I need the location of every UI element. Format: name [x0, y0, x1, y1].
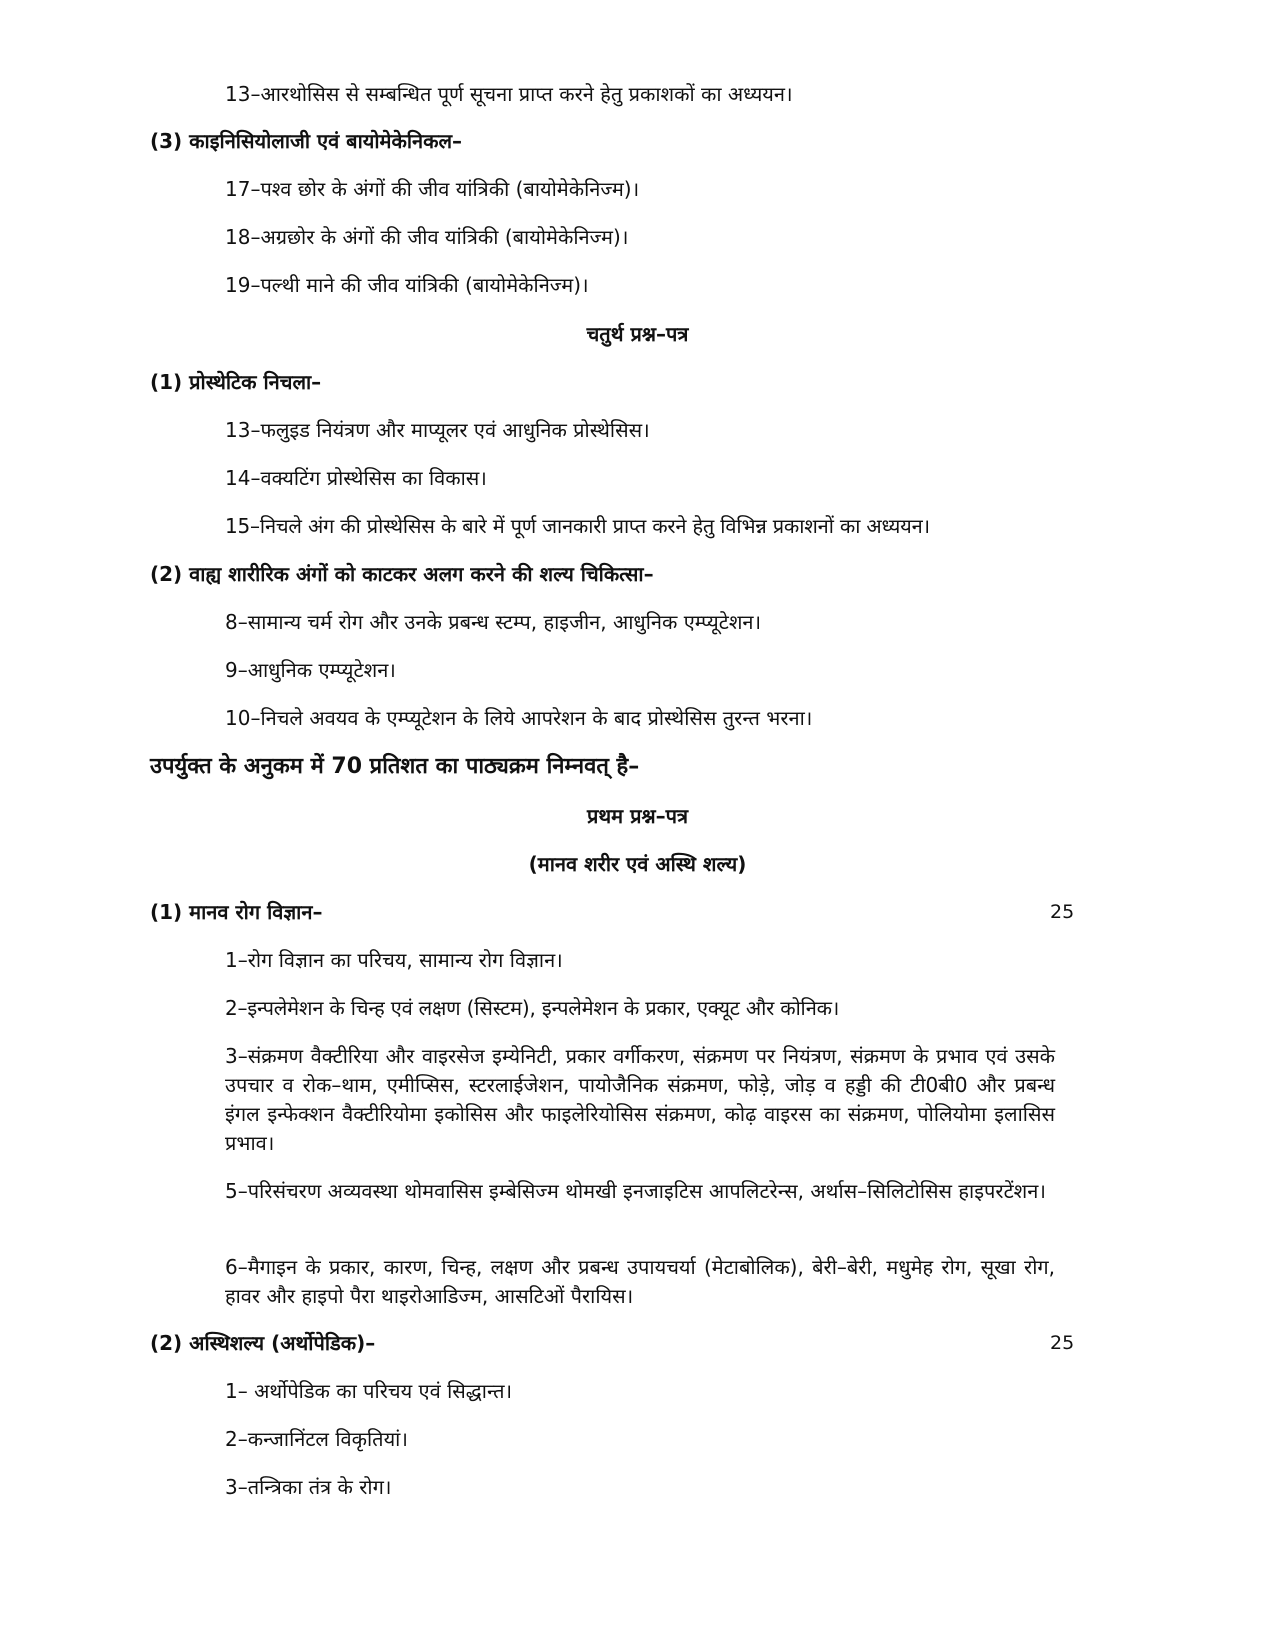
section-heading-kinesiology: (3) काइनिसियोलाजी एवं बायोमेकेनिकल–	[150, 129, 463, 153]
section-heading-prosthetic-lower: (1) प्रोस्थेटिक निचला–	[150, 370, 322, 394]
orthopedic-item-3: 3–तन्त्रिका तंत्र के रोग।	[225, 1475, 392, 1499]
item-13-fluid: 13–फलुइड नियंत्रण और माप्यूलर एवं आधुनिक प्रोस्थेसिस।	[225, 418, 650, 442]
pathology-item-2: 2–इन्पलेमेशन के चिन्ह एवं लक्षण (सिस्टम), इन्पलेमेशन के प्रकार, एक्यूट और कोनिक।	[225, 996, 840, 1020]
pathology-item-3: 3–संक्रमण वैक्टीरिया और वाइरसेज इम्येनिटी, प्रकार वर्गीकरण, संक्रमण पर नियंत्रण, संक्रमण के प्रभाव एवं उसके उपचार व रोक–थाम, एमीप्सिस, स्टरलाईजेशन, पायोजैनिक संक्रमण, फोड़े, जोड़ व हड्डी की टी0बी0 और प्रबन्ध इंगल इन्फेक्शन वैक्टीरियोमा इकोसिस और फाइलेरियोसिस संक्रमण, कोढ़ वाइरस का संक्रमण, पोलियोमा इलासिस प्रभाव।	[225, 1044, 1055, 1155]
item-9: 9–आधुनिक एम्प्यूटेशन।	[225, 658, 396, 682]
pathology-item-6: 6–मैगाइन के प्रकार, कारण, चिन्ह, लक्षण और प्रबन्ध उपायचर्या (मेटाबोलिक), बेरी–बेरी, मधुमेह रोग, सूखा रोग, हावर और हाइपो पैरा थाइरोआडिज्म, आसटिओं पैरायिस।	[225, 1255, 1055, 1308]
item-8: 8–सामान्य चर्म रोग और उनके प्रबन्ध स्टम्प, हाइजीन, आधुनिक एम्प्यूटेशन।	[225, 610, 762, 634]
section-heading-pathology: (1) मानव रोग विज्ञान–	[150, 900, 323, 924]
item-17: 17–पश्व छोर के अंगों की जीव यांत्रिकी (बायोमेकेनिज्म)।	[225, 177, 640, 201]
orthopedic-item-1: 1– अर्थोपेडिक का परिचय एवं सिद्धान्त।	[225, 1379, 513, 1403]
syllabus-70-note: उपर्युक्त के अनुकम में 70 प्रतिशत का पाठ्यक्रम निम्नवत् है–	[150, 754, 640, 779]
marks-pathology: 25	[1050, 901, 1075, 923]
item-19: 19–पल्थी माने की जीव यांत्रिकी (बायोमेकेनिज्म)।	[225, 273, 589, 297]
section-heading-orthopedic: (2) अस्थिशल्य (अर्थोपेडिक)–	[150, 1331, 376, 1355]
item-15: 15–निचले अंग की प्रोस्थेसिस के बारे में पूर्ण जानकारी प्राप्त करने हेतु विभिन्न प्रकाशनों का अध्ययन।	[225, 514, 930, 538]
marks-orthopedic: 25	[1050, 1332, 1075, 1354]
pathology-item-5: 5–परिसंचरण अव्यवस्था थोमवासिस इम्बेसिज्म थोमखी इनजाइटिस आपलिटरेन्स, अर्थास–सिलिटोसिस हाइपरटेंशन।	[225, 1179, 1046, 1203]
item-13-orthosis: 13–आरथोसिस से सम्बन्धित पूर्ण सूचना प्राप्त करने हेतु प्रकाशकों का अध्ययन।	[225, 82, 793, 106]
item-14: 14–वक्यटिंग प्रोस्थेसिस का विकास।	[225, 466, 487, 490]
item-18: 18–अग्रछोर के अंगों की जीव यांत्रिकी (बायोमेकेनिज्म)।	[225, 225, 629, 249]
section-heading-amputation: (2) वाह्य शारीरिक अंगों को काटकर अलग करने की शल्य चिकित्सा–	[150, 562, 654, 586]
paper-1-title: प्रथम प्रश्न–पत्र	[586, 804, 688, 828]
paper-4-title: चतुर्थ प्रश्न–पत्र	[586, 322, 689, 346]
orthopedic-item-2: 2–कन्जानिंटल विकृतियां।	[225, 1427, 408, 1451]
item-10: 10–निचले अवयव के एम्प्यूटेशन के लिये आपरेशन के बाद प्रोस्थेसिस तुरन्त भरना।	[225, 706, 813, 730]
pathology-item-1: 1–रोग विज्ञान का परिचय, सामान्य रोग विज्ञान।	[225, 948, 563, 972]
paper-1-subtitle: (मानव शरीर एवं अस्थि शल्य)	[528, 852, 747, 876]
